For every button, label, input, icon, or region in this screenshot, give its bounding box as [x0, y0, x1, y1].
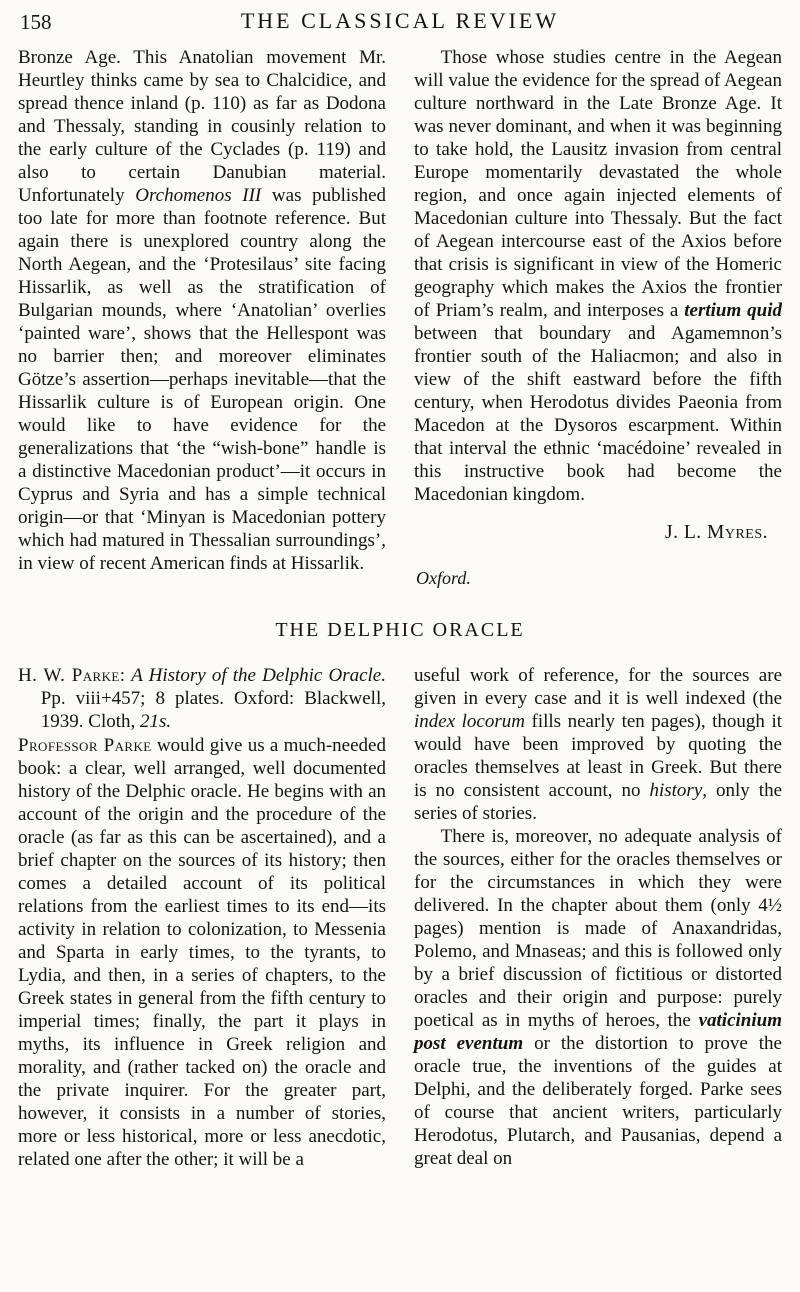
left-column: [18, 46, 386, 589]
journal-title: THE CLASSICAL REVIEW: [240, 8, 560, 33]
left-column: [18, 664, 386, 1171]
paragraph: Those whose studies centre in the Aegean will value the evidence for the spread of Aegean culture northward in the Late Bronze Age. It was never dominant, and when it was beginning to take hold, the Lausitz invasion from central Europe momentarily devastated the whole region, and once again injected elements of Macedonian culture into Thessaly. But the fact of Aegean intercourse east of the Axios before that crisis is significant in view of the Homeric geography which makes the Axios the frontier of Priam’s realm, and interposes a tertium quid between that boundary and Agamemnon’s frontier south of the Haliacmon; and also in view of the shift eastward before the fifth century, when Herodotus divides Paeonia from Macedon at the Dysoros escarpment. Within that interval the ethnic ‘macédoine’ revealed in this instructive book had become the Macedonian kingdom.: [414, 47, 782, 505]
right-column: [414, 664, 782, 1171]
section-heading: THE DELPHIC ORACLE: [275, 619, 525, 641]
paragraph: useful work of reference, for the sources are given in every case and it is well indexed (the index locorum fills nearly ten pages), though it would have been improved by quoting the oracles themselves at least in Greek. But there is no consistent account, no history, only the series of stories.: [414, 665, 782, 824]
page-number: 158: [20, 10, 52, 34]
bibliographic-entry: H. W. Parke: A History of the Delphic Oracle. Pp. viii+457; 8 plates. Oxford: Blackwell, 1939. Cloth, 21s.: [18, 665, 386, 732]
paragraph: There is, moreover, no adequate analysis of the sources, either for the oracles themselves or for the circumstances in which they were delivered. In the chapter about them (only 4½ pages) mention is made of Anaxandridas, Polemo, and Mnaseas; and this is followed only by a brief discussion of fictitious or distorted oracles and their origin and purpose: purely poetical as in myths of heroes, the vaticinium post eventum or the distortion to prove the oracle true, the inventions of the guides at Delphi, and the deliberately forged. Parke sees of course that ancient writers, particularly Herodotus, Plutarch, and Pausanias, depend a great deal on: [414, 826, 782, 1169]
review-aegean-conclusion: [18, 46, 782, 589]
reviewer-signature: J. L. Myres.: [665, 522, 768, 543]
review-delphic-oracle: [18, 664, 782, 1171]
page-header: [18, 8, 782, 38]
reviewer-place: Oxford.: [416, 568, 471, 588]
right-column: [414, 46, 782, 589]
paragraph: Bronze Age. This Anatolian movement Mr. Heurtley thinks came by sea to Chalcidice, and spread thence inland (p. 110) as far as Dodona and Thessaly, standing in cousinly relation to the early culture of the Cyclades (p. 119) and also to certain Danubian material. Unfortunately Orchomenos III was published too late for more than footnote reference. But again there is unexplored country along the North Aegean, and the ‘Protesilaus’ site facing Hissarlik, as well as the stratification of Bulgarian mounds, where ‘Anatolian’ overlies ‘painted ware’, shows that the Hellespont was no barrier then; and moreover eliminates Götze’s assertion—perhaps inevitable—that the Hissarlik culture is of European origin. One would like to have evidence for the generalizations that ‘the “wish-bone” handle is a distinctive Macedonian product’—it occurs in Cyprus and Syria and has a simple technical origin—or that ‘Minyan is Macedonian pottery which had matured in Thessalian surroundings’, in view of recent American finds at Hissarlik.: [18, 47, 387, 574]
paragraph: Professor Parke would give us a much-needed book: a clear, well arranged, well documented history of the Delphic oracle. He begins with an account of the origin and the procedure of the oracle (as far as this can be ascertained), and a brief chapter on the sources of its history; then comes a detailed account of its political relations from the earliest times to its end—its activity in relation to colonization, to Messenia and Sparta in early times, to the tyrants, to Lydia, and then, in a series of chapters, to the Greek states in general from the fifth century to imperial times; finally, the part it plays in myths, its influence in Greek religion and morality, and (rather tacked on) the oracle and the private inquirer. For the greater part, however, it consists in a number of stories, more or less historical, more or less anecdotic, related one after the other; it will be a: [18, 735, 386, 1170]
